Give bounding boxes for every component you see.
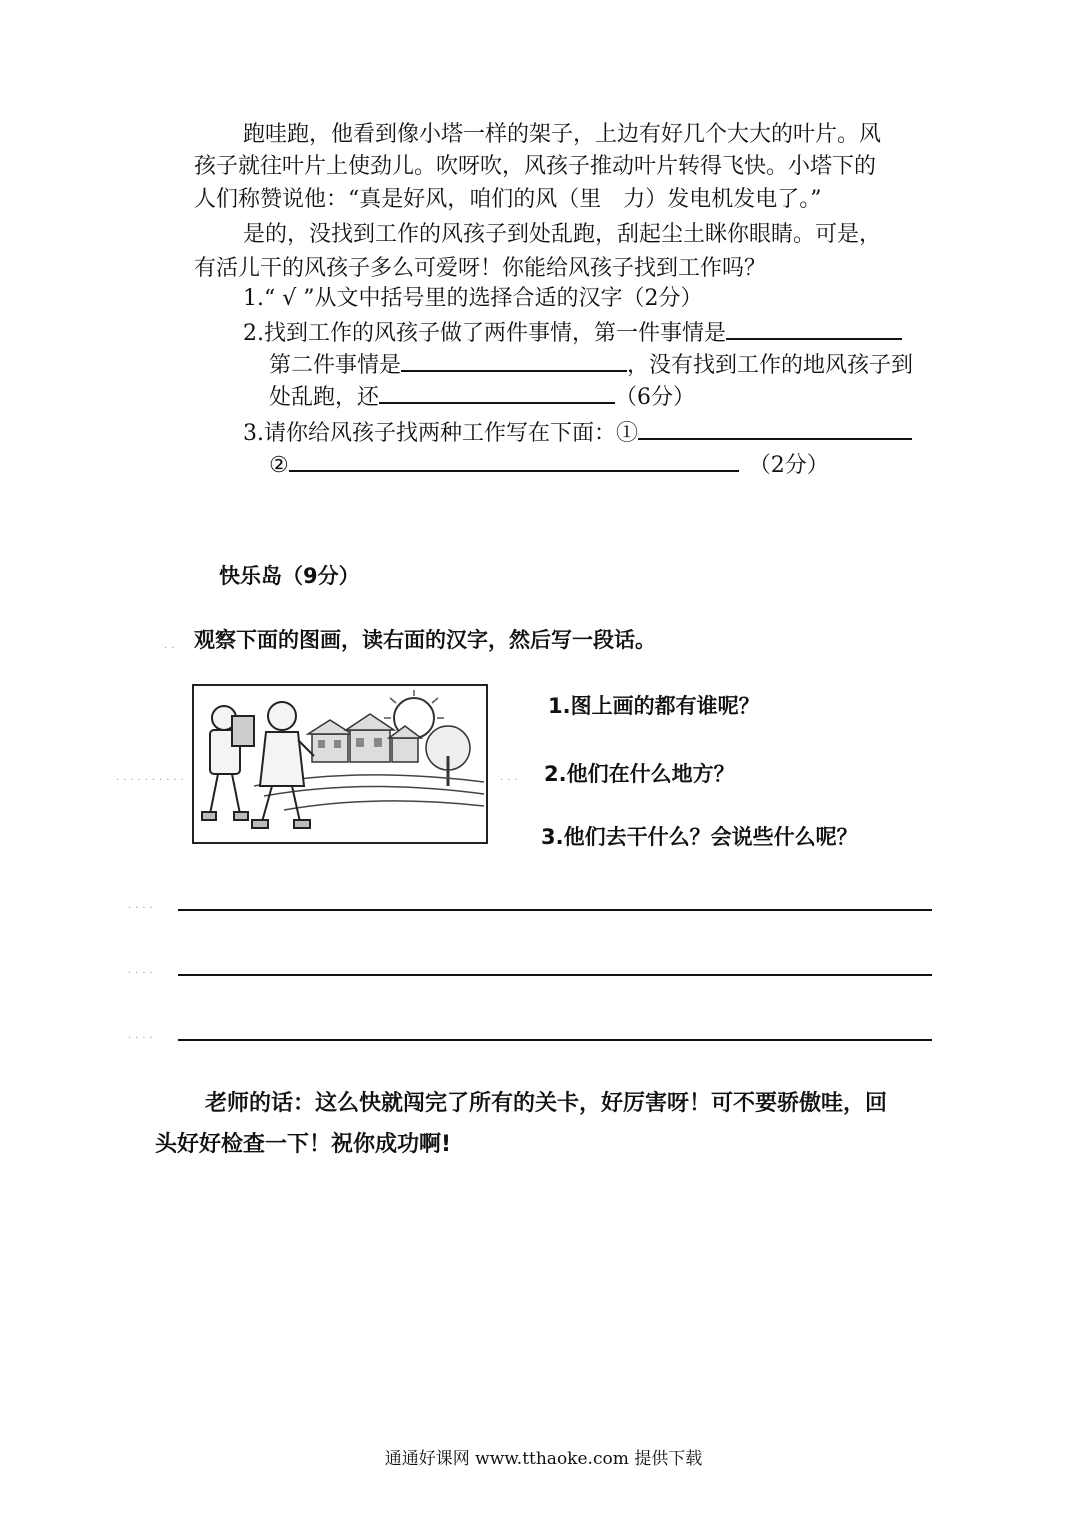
answer-blank-job-1[interactable] — [638, 418, 912, 440]
section-title: 快乐岛（9分） — [219, 564, 360, 588]
dot-leader-2: .......... — [116, 772, 188, 783]
passage-line-2: 孩子就往叶片上使劲儿。吹呀吹，风孩子推动叶片转得飞快。小塔下的 — [194, 154, 877, 179]
question-2-line-1 — [243, 318, 902, 348]
writing-line-3[interactable] — [178, 1039, 932, 1041]
prompt-2: 2.他们在什么地方？ — [544, 762, 735, 786]
passage-line-5: 有活儿干的风孩子多么可爱呀！你能给风孩子找到工作吗？ — [194, 256, 767, 281]
dot-leader-3: ... — [500, 772, 522, 783]
question-2-score: （6分） — [615, 385, 696, 410]
question-3-line-2 — [269, 450, 829, 480]
question-2-line-2 — [269, 350, 913, 380]
question-2-second-tail: ，没有找到工作的地风孩子到 — [627, 353, 914, 378]
writing-line-1[interactable] — [178, 909, 932, 911]
passage-line-3: 人们称赞说他：“真是好风，咱们的风（里 力）发电机发电了。” — [194, 187, 822, 212]
question-2-text: 2.找到工作的风孩子做了两件事情，第一件事情是 — [243, 321, 726, 346]
prompt-1: 1.图上画的都有谁呢？ — [548, 694, 760, 718]
answer-blank-first-thing[interactable] — [726, 318, 902, 340]
dot-leader-1: .. — [164, 640, 179, 651]
illustration-drawing — [194, 686, 486, 842]
question-3-score: （2分） — [748, 453, 829, 478]
teacher-note-line-1: 老师的话：这么快就闯完了所有的关卡，好厉害呀！可不要骄傲哇，回 — [205, 1091, 888, 1116]
question-2-line-3 — [269, 382, 695, 412]
writing-line-2[interactable] — [178, 974, 932, 976]
teacher-note-line-2: 头好好检查一下！祝你成功啊! — [155, 1132, 452, 1157]
question-2-second-label: 第二件事情是 — [269, 353, 402, 378]
dot-leader-5: .... — [128, 965, 157, 976]
footer-credit: 通通好课网 www.tthaoke.com 提供下载 — [384, 1449, 703, 1469]
passage-line-4: 是的，没找到工作的风孩子到处乱跑，刮起尘土眯你眼睛。可是， — [243, 222, 882, 247]
question-3-marker-2: ② — [269, 453, 289, 478]
answer-blank-job-2[interactable] — [289, 450, 739, 472]
section-instruction: 观察下面的图画，读右面的汉字，然后写一段话。 — [194, 628, 656, 652]
passage-line-1: 跑哇跑，他看到像小塔一样的架子，上边有好几个大大的叶片。风 — [243, 122, 882, 147]
dot-leader-6: .... — [128, 1030, 157, 1041]
dot-leader-4: .... — [128, 900, 157, 911]
question-3-line-1 — [243, 418, 912, 448]
illustration-children-walking — [192, 684, 488, 844]
question-1: 1.“ √ ”从文中括号里的选择合适的汉字（2分） — [243, 286, 703, 311]
prompt-3: 3.他们去干什么？会说些什么呢？ — [541, 825, 858, 849]
question-2-third-label: 处乱跑，还 — [269, 385, 380, 410]
question-3-text: 3.请你给风孩子找两种工作写在下面：① — [243, 421, 638, 446]
answer-blank-second-thing[interactable] — [401, 350, 627, 372]
answer-blank-also[interactable] — [379, 382, 615, 404]
